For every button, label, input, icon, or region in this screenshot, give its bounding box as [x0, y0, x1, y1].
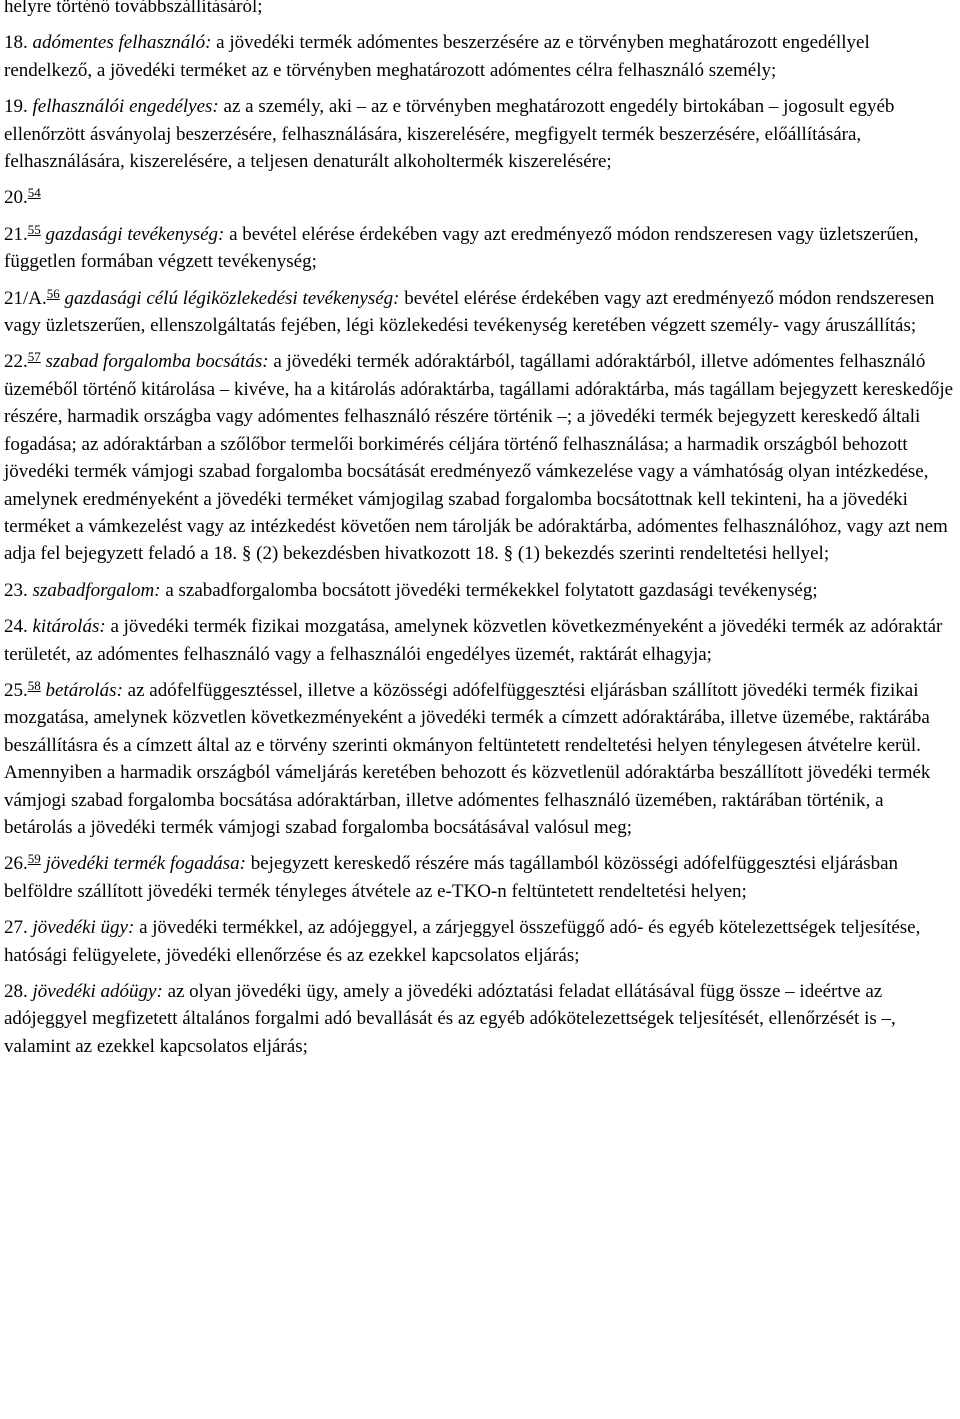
definition-text: az a személy, aki – az e törvényben meghatározott engedély birtokában – jogosult egyéb ellenőrzött ásványolaj beszerzésére, felhasználására, kiszerelésére, megfigyelt termék beszerzésére, előállítására, felhasználására, kiszerelésére, a teljesen denaturált alkoholtermék kiszerelésére; — [4, 96, 895, 173]
definition-27 — [4, 914, 956, 969]
document-body — [4, 0, 956, 1069]
definition-21 — [4, 221, 956, 276]
definition-22 — [4, 348, 956, 567]
footnote-link[interactable]: 57 — [27, 349, 41, 365]
defined-term: adómentes felhasználó: — [32, 32, 212, 54]
definition-number: 26. — [4, 853, 28, 875]
defined-term: felhasználói engedélyes: — [32, 96, 219, 118]
defined-term: szabadforgalom: — [32, 579, 161, 601]
definition-26 — [4, 850, 956, 905]
definition-number: 24. — [4, 616, 33, 638]
definition-text: az adófelfüggesztéssel, illetve a közösségi adófelfüggesztési eljárásban szállított jövedéki termék fizikai mozgatása, amelynek közvetlen következményeként a jövedéki termék a címzett adóraktárába, illetve üzemébe, raktárába beszállításra és a címzett által az e törvény szerinti okmányon feltüntetett rendeltetési helyen ténylegesen átvételre kerül. Amennyiben a harmadik országból vámeljárás keretében behozott és közvetlenül adóraktárba beszállított jövedéki termék vámjogi szabad forgalomba bocsátása adóraktárban, illetve adómentes felhasználó üzemében, raktárában történik, a betárolás a jövedéki termék vámjogi szabad forgalomba bocsátásával valósul meg; — [4, 679, 931, 838]
definition-28 — [4, 978, 956, 1060]
definition-20 — [4, 184, 956, 211]
definition-23 — [4, 577, 956, 604]
paragraph-text: helyre történő továbbszállításáról; — [4, 0, 263, 17]
footnote-link[interactable]: 55 — [27, 221, 41, 237]
definition-text: a jövedéki termék adóraktárból, tagállami adóraktárból, illetve adómentes felhasználó üzeméből történő kitárolása – kivéve, ha a kitárolás adóraktárba, tagállami adóraktárba, más tagállam bejegyzett kereskedője részére, harmadik országba vagy adómentes felhasználó részére történik –; a jövedéki termék bejegyzett kereskedő általi fogadása; az adóraktárban a szőlőbor termelői borkimérés céljára történő felhasználása; a harmadik országból behozott jövedéki termék vámjogi szabad forgalomba bocsátását eredményező vámkezelése vagy a vámhatóság olyan intézkedése, amelynek eredményeként a jövedéki terméket vámjogilag szabad forgalomba bocsátottnak kell tekinteni, ha a jövedéki terméket a vámkezelést vagy az intézkedést követően nem tárolják be adóraktárba, adómentes felhasználóhoz, vagy azt nem adja fel bejegyzett feladó a 18. § (2) bekezdésben hivatkozott 18. § (1) bekezdés szerinti rendeltetési hellyel; — [4, 351, 954, 565]
definition-number: 23. — [4, 579, 33, 601]
defined-term: gazdasági tevékenység: — [40, 223, 225, 245]
defined-term: szabad forgalomba bocsátás: — [40, 351, 269, 373]
definition-18 — [4, 29, 956, 84]
paragraph-continuation — [4, 0, 956, 20]
definition-text: a jövedéki termékkel, az adójeggyel, a zárjeggyel összefüggő adó- és egyéb kötelezettségek teljesítése, hatósági felügyelete, jövedéki ellenőrzése és az ezekkel kapcsolatos eljárás; — [4, 917, 921, 966]
definition-text: a jövedéki termék fizikai mozgatása, amelynek közvetlen következményeként a jövedéki termék az adóraktár területét, az adómentes felhasználó vagy a felhasználói engedélyes üzemét, raktárát elhagyja; — [4, 616, 943, 665]
defined-term: jövedéki ügy: — [32, 917, 135, 939]
footnote-link[interactable]: 54 — [27, 185, 41, 201]
definition-number: 28. — [4, 981, 33, 1002]
definition-text: a bevétel elérése érdekében vagy azt eredményező módon rendszeresen vagy üzletszerűen, független formában végzett tevékenység; — [4, 223, 919, 273]
defined-term: jövedéki termék fogadása: — [40, 853, 246, 875]
definition-24 — [4, 613, 956, 668]
definition-text: bevétel elérése érdekében vagy azt eredményező módon rendszeresen vagy üzletszerűen, ellenszolgáltatás fejében, légi közlekedési tevékenység keretében végzett személy- vagy áruszállítás; — [4, 287, 935, 337]
defined-term: betárolás: — [40, 679, 123, 701]
definition-text: a jövedéki termék adómentes beszerzésére az e törvényben meghatározott engedéllyel rendelkező, a jövedéki terméket az e törvényben meghatározott adómentes célra felhasználó személy; — [4, 32, 870, 81]
definition-text: az olyan jövedéki ügy, amely a jövedéki adóztatási feladat ellátásával függ össze – ideértve az adójeggyel megfizetett általános forgalmi adó bevallását és az egyéb adókötelezettségek teljesítését, ellenőrzését is –, valamint az ezekkel kapcsolatos eljárás; — [4, 981, 896, 1057]
footnote-link[interactable]: 58 — [27, 677, 41, 693]
footnote-link[interactable]: 56 — [46, 285, 60, 301]
definition-19 — [4, 93, 956, 175]
definition-25 — [4, 677, 956, 841]
defined-term: jövedéki adóügy: — [32, 981, 163, 1002]
definition-21a — [4, 285, 956, 340]
definition-number: 22. — [4, 351, 28, 373]
definition-number: 25. — [4, 679, 28, 701]
definition-text: a szabadforgalomba bocsátott jövedéki termékekkel folytatott gazdasági tevékenység; — [160, 579, 818, 601]
definition-number: 20. — [4, 187, 28, 209]
definition-number: 27. — [4, 917, 33, 939]
defined-term: gazdasági célú légiközlekedési tevékenység: — [59, 287, 400, 309]
definition-number: 19. — [4, 96, 33, 118]
definition-number: 18. — [4, 32, 33, 54]
definition-text: bejegyzett kereskedő részére más tagállamból közösségi adófelfüggesztési eljárásban belföldre szállított jövedéki termék tényleges átvétele az e-TKO-n feltüntetett rendeltetési helyen; — [4, 853, 899, 902]
defined-term: kitárolás: — [32, 616, 106, 638]
definition-number: 21. — [4, 223, 28, 245]
definition-number: 21/A. — [4, 287, 47, 309]
footnote-link[interactable]: 59 — [27, 851, 41, 867]
